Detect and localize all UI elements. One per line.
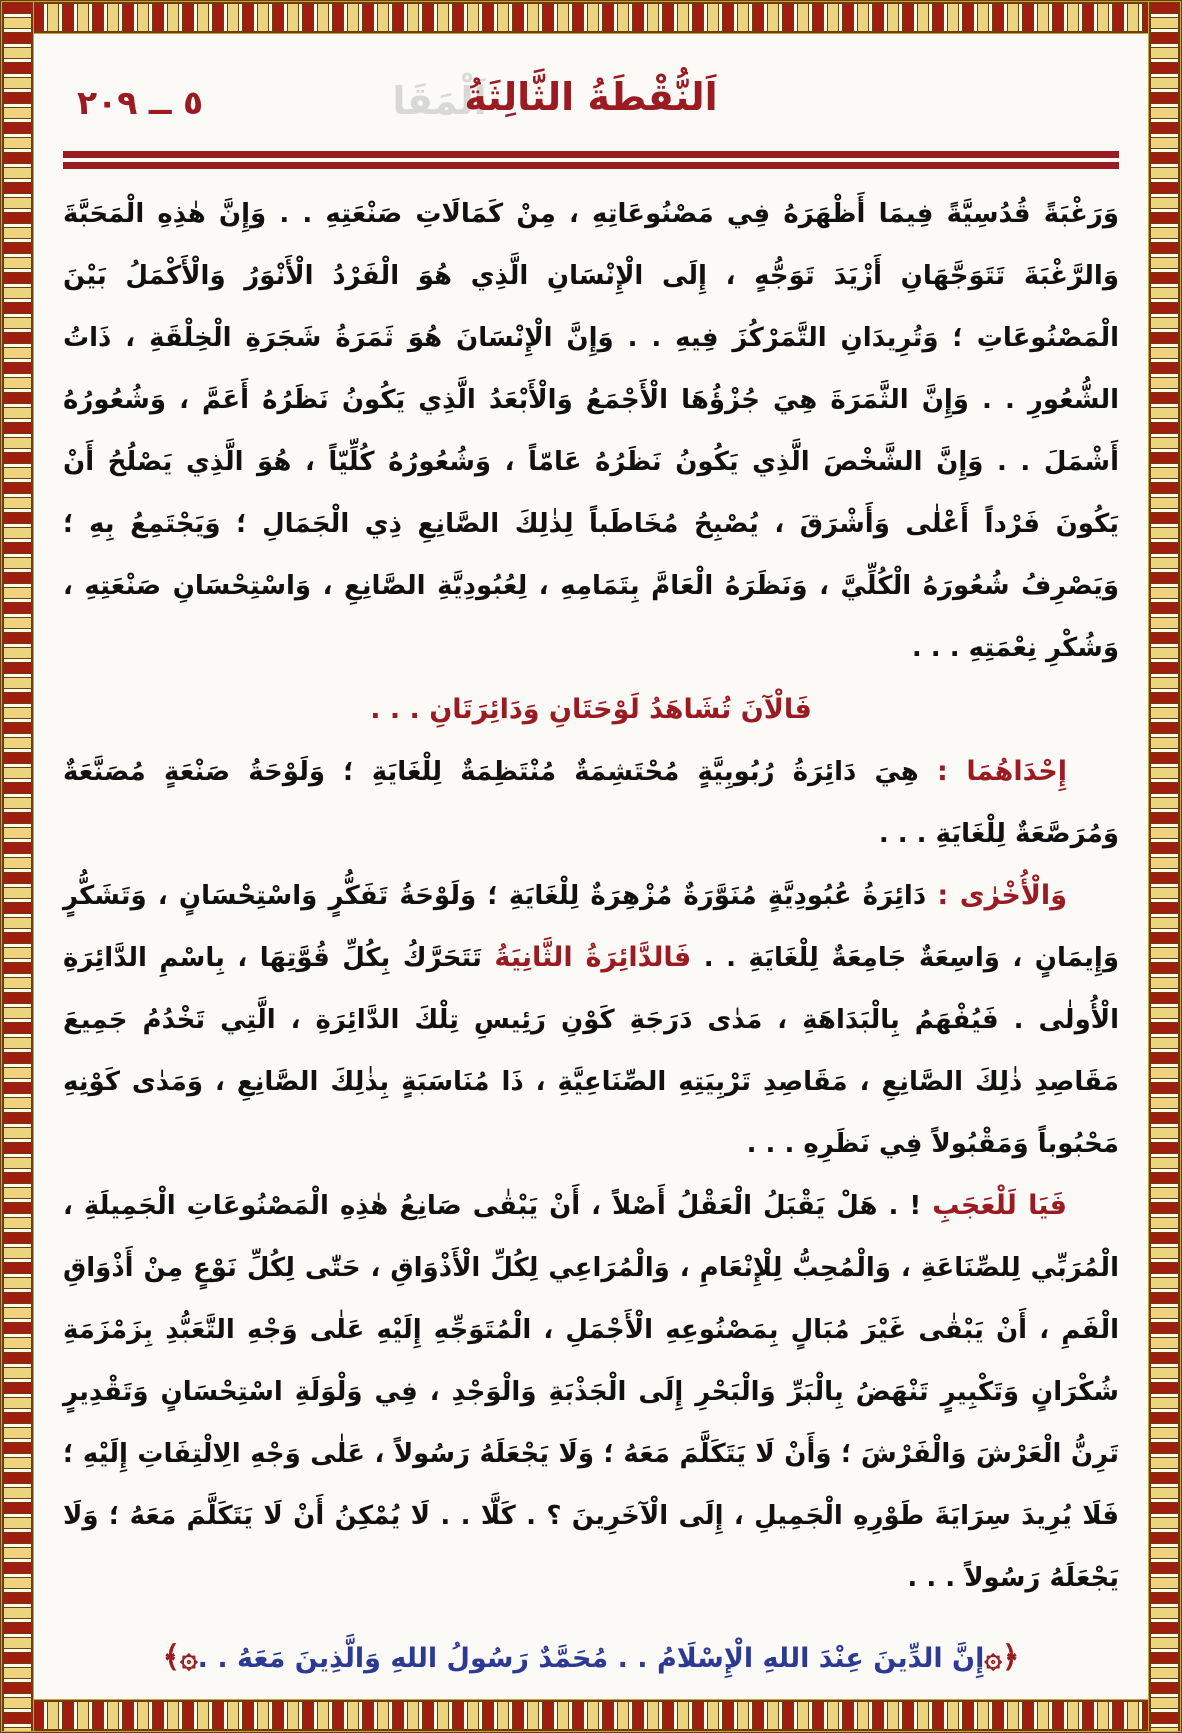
paragraph-3-text: هِيَ دَائِرَةُ رُبُوبِيَّةٍ مُحْتَشِمَةٌ مُنْتَظِمَةٌ لِلْغَايَةِ ؛ وَلَوْحَةُ صَنْعَةٍ مُصَنَّعَةٌ وَمُرَصَّعَةٌ لِلْغَايَةِ . . .: [63, 757, 1119, 849]
closing-verse: [63, 1627, 1119, 1690]
paragraph-4-text-a: دَائِرَةُ عُبُودِيَّةٍ مُنَوَّرَةٌ مُزْهِرَةٌ لِلْغَايَةِ ؛ وَلَوْحَةُ تَفَكُّرٍ وَاسْتِحْسَانٍ ، وَتَشَكُّرٍ وَإِيمَانٍ ، وَاسِعَةٌ جَامِعَةٌ لِلْغَايَةِ . .: [63, 881, 1120, 973]
lead-word-faya-lilajab: فَيَا لَلْعَجَبِ: [932, 1190, 1067, 1221]
body-text: [63, 183, 1119, 1690]
paragraph-4-text-b: تَتَحَرَّكُ بِكُلِّ قُوَّتِهَا ، بِاسْمِ الدَّائِرَةِ الْأُولٰى . فَيُفْهَمُ بِالْبَدَاهَةِ ، مَدٰى دَرَجَةِ كَوْنِ رَئِيسِ تِلْكَ الدَّائِرَةِ ، الَّتِي تَخْدُمُ جَمِيعَ مَقَاصِدِ ذٰلِكَ الصَّانِعِ ، مَقَاصِدِ تَرْبِيَتِهِ الصِّنَاعِيَّةِ ، ذَا مُنَاسَبَةٍ بِذٰلِكَ الصَّانِعِ ، وَمَدٰى كَوْنِهِ مَحْبُوباً وَمَقْبُولاً فِي نَظَرِهِ . . .: [63, 943, 1119, 1159]
title-double-rule: [63, 151, 1119, 169]
paragraph-5: [63, 1175, 1119, 1609]
ghost-print-text: اَلْمَقَا: [392, 79, 487, 123]
page-header: [63, 75, 1119, 139]
paragraph-3: [63, 741, 1119, 865]
lead-word-ihdahuma: إِحْدَاهُمَا :: [937, 756, 1067, 787]
verse-text: إِنَّ الدِّينَ عِنْدَ اللهِ الْإِسْلَامُ . . مُحَمَّدٌ رَسُولُ اللهِ وَالَّذِينَ مَعَهُ . .: [197, 1643, 985, 1674]
lead-word-alukhra: وَالْأُخْرٰى :: [937, 880, 1068, 911]
page-number: ٥ ــ ٢٠٩: [77, 83, 204, 122]
paragraph-1: [63, 183, 1119, 679]
paragraph-2-red-heading: [63, 679, 1119, 741]
title-block: [392, 75, 718, 123]
paragraph-1-text: وَرَغْبَةً قُدُسِيَّةً فِيمَا أَظْهَرَهُ فِي مَصْنُوعَاتِهِ ، مِنْ كَمَالَاتِ صَنْعَتِهِ . . وَإِنَّ هٰذِهِ الْمَحَبَّةَ وَالرَّغْبَةَ تَتَوَجَّهَانِ أَزْيَدَ تَوَجُّهٍ ، إِلَى الْإِنْسَانِ الَّذِي هُوَ الْفَرْدُ الْأَنْوَرُ وَالْأَكْمَلُ بَيْنَ الْمَصْنُوعَاتِ ؛ وَتُرِيدَانِ التَّمَرْكُزَ فِيهِ . . وَإِنَّ الْإِنْسَانَ هُوَ ثَمَرَةُ شَجَرَةِ الْخِلْقَةِ ، ذَاتُ الشُّعُورِ . . وَإِنَّ الثَّمَرَةَ هِيَ جُزْؤُهَا الْأَجْمَعُ وَالْأَبْعَدُ الَّذِي يَكُونُ نَظَرُهُ أَعَمَّ ، وَشُعُورُهُ أَشْمَلَ . . وَإِنَّ الشَّخْصَ الَّذِي يَكُونُ نَظَرُهُ عَامّاً ، وَشُعُورُهُ كُلِّيّاً ، هُوَ الَّذِي يَصْلُحُ أَنْ يَكُونَ فَرْداً أَعْلٰى وَأَشْرَقَ ، يُصْبِحُ مُخَاطَباً لِذٰلِكَ الصَّانِعِ ذِي الْجَمَالِ ؛ وَيَجْتَمِعُ بِهِ ؛ وَيَصْرِفُ شُعُورَهُ الْكُلِّيَّ ، وَنَظَرَهُ الْعَامَّ بِتَمَامِهِ ، لِعُبُودِيَّةِ الصَّانِعِ ، وَاسْتِحْسَانِ صَنْعَتِهِ ، وَشُكْرِ نِعْمَتِهِ . . .: [63, 199, 1119, 663]
verse-ornament-left-icon: ۞﴾: [162, 1640, 198, 1675]
inline-red-second-circle: فَالدَّائِرَةُ الثَّانِيَةُ: [494, 942, 692, 973]
page-title: اَلنُّقْطَةُ الثَّالِثَةُ: [464, 75, 718, 119]
red-heading-text: فَالْآنَ تُشَاهَدُ لَوْحَتَانِ وَدَائِرَتَانِ . . .: [370, 694, 812, 725]
paragraph-4: [63, 865, 1119, 1175]
ornamental-border-top: [2, 2, 1180, 33]
paragraph-5-text: ! . هَلْ يَقْبَلُ الْعَقْلُ أَصْلاً ، أَنْ يَبْقٰى صَانِعُ هٰذِهِ الْمَصْنُوعَاتِ الْجَمِيلَةِ ، الْمُرَبِّي لِلصِّنَاعَةِ ، وَالْمُحِبُّ لِلْإِنْعَامِ ، وَالْمُرَاعِي لِكُلِّ الْأَذْوَاقِ ، حَتّٰى لِكُلِّ نَوْعٍ مِنْ أَذْوَاقِ الْفَمِ ، أَنْ يَبْقٰى غَيْرَ مُبَالٍ بِمَصْنُوعِهِ الْأَجْمَلِ ، الْمُتَوَجِّهِ إِلَيْهِ عَلٰى وَجْهِ التَّعَبُّدِ بِزَمْزَمَةِ شُكْرَانٍ وَتَكْبِيرٍ تَنْهَضُ بِالْبَرِّ وَالْبَحْرِ إِلَى الْجَذْبَةِ وَالْوَجْدِ ، فِي وَلْوَلَةِ اسْتِحْسَانٍ وَتَقْدِيرٍ تَرِنُّ الْعَرْشَ وَالْفَرْشَ ؛ وَأَنْ لَا يَتَكَلَّمَ مَعَهُ ؛ وَلَا يَجْعَلَهُ رَسُولاً ، عَلٰى وَجْهِ الِالْتِفَاتِ إِلَيْهِ ؛ فَلَا يُرِيدَ سِرَايَةَ طَوْرِهِ الْجَمِيلِ ، إِلَى الْآخَرِينَ ؟ . كَلَّا . . لَا يُمْكِنُ أَنْ لَا يَتَكَلَّمَ مَعَهُ ؛ وَلَا يَجْعَلَهُ رَسُولاً . . .: [63, 1191, 1119, 1593]
ornamental-border-left: [2, 2, 33, 1731]
ornamental-border-right: [1149, 2, 1180, 1731]
page-content: [33, 33, 1149, 1700]
verse-ornament-right-icon: ﴿۞: [984, 1640, 1020, 1675]
ornamental-border-bottom: [2, 1700, 1180, 1731]
